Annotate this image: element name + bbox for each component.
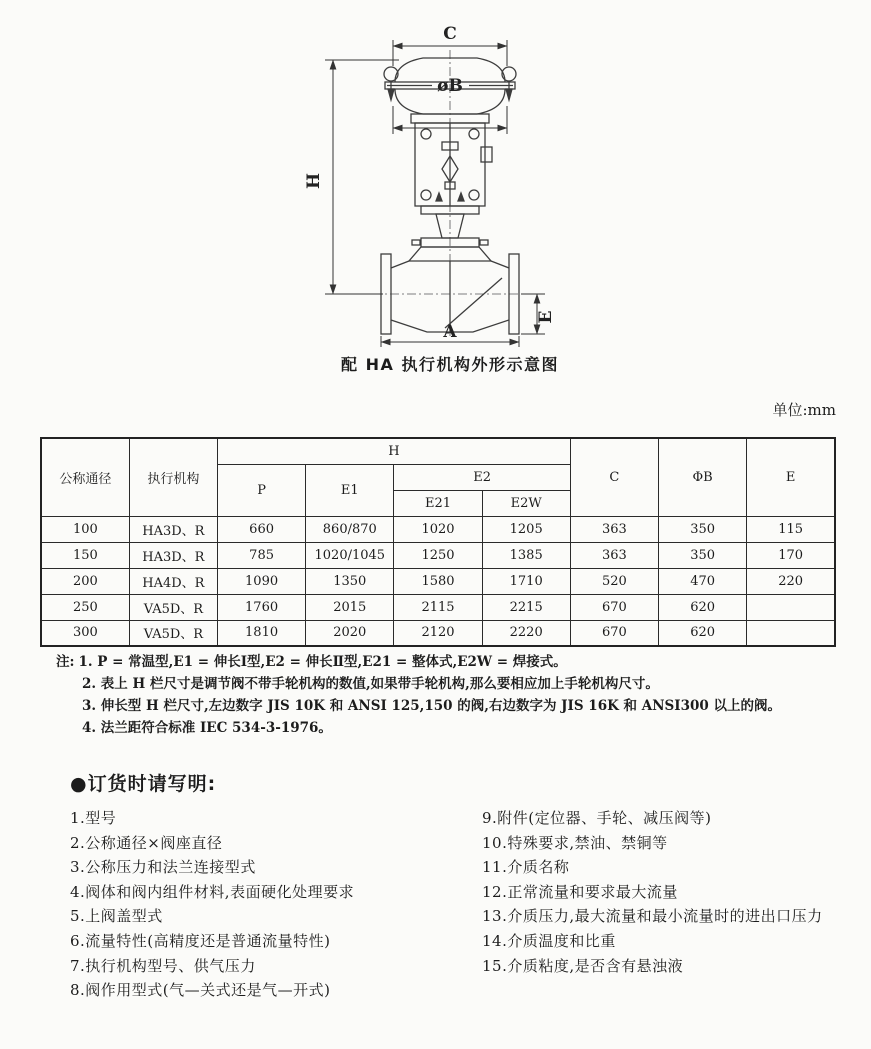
table-cell: 520 <box>570 568 658 594</box>
dim-label-a: A <box>443 322 457 342</box>
table-cell: 350 <box>659 542 747 568</box>
table-cell: 2215 <box>482 594 570 620</box>
table-cell: 1350 <box>306 568 394 594</box>
list-item: 11.介质名称 <box>482 858 570 877</box>
table-cell <box>747 620 835 646</box>
list-item: 15.介质粘度,是否含有悬浊液 <box>482 956 684 975</box>
ordering-heading: ●订货时请写明: <box>70 773 217 795</box>
dim-label-b: øB <box>437 76 463 96</box>
table-cell: 1090 <box>217 568 305 594</box>
list-item: 3.公称压力和法兰连接型式 <box>70 858 256 877</box>
list-item: 6.流量特性(高精度还是普通流量特性) <box>70 931 331 950</box>
table-cell: 1205 <box>482 516 570 542</box>
table-row <box>41 594 835 620</box>
table-cell: 150 <box>41 542 129 568</box>
table-cell: 1385 <box>482 542 570 568</box>
table-cell: 670 <box>570 594 658 620</box>
ordering-list-left <box>70 806 354 1003</box>
table-cell: 860/870 <box>306 516 394 542</box>
list-item: 12.正常流量和要求最大流量 <box>482 882 678 901</box>
table-cell: HA4D、R <box>129 568 217 594</box>
dim-label-c: C <box>443 24 457 44</box>
table-cell: 670 <box>570 620 658 646</box>
list-item: 13.介质压力,最大流量和最小流量时的进出口压力 <box>482 907 823 926</box>
table-cell: 1020 <box>394 516 482 542</box>
note-item: 3. 伸长型 H 栏尺寸,左边数字 JIS 10K 和 ANSI 125,150 的阀,右边数字为 JIS 16K 和 ANSI300 以上的阀。 <box>82 698 781 714</box>
table-cell: VA5D、R <box>129 594 217 620</box>
list-item: 1.型号 <box>70 809 117 827</box>
list-item: 14.介质温度和比重 <box>482 931 616 950</box>
table-cell: 115 <box>747 516 835 542</box>
figure-valve-diagram <box>295 16 605 375</box>
col-header-actuator: 执行机构 <box>129 438 217 516</box>
table-cell: 2020 <box>306 620 394 646</box>
table-row <box>41 516 835 542</box>
ordering-list-right <box>482 806 823 978</box>
table-cell: 363 <box>570 542 658 568</box>
table-cell: VA5D、R <box>129 620 217 646</box>
table-cell: 2220 <box>482 620 570 646</box>
note-line <box>56 651 781 673</box>
table-cell: 220 <box>747 568 835 594</box>
table-cell: 300 <box>41 620 129 646</box>
table-cell: 1710 <box>482 568 570 594</box>
table-cell: 620 <box>659 620 747 646</box>
table-cell: 350 <box>659 516 747 542</box>
col-header-e: E <box>747 438 835 516</box>
notes-prefix: 注: <box>56 654 75 670</box>
table-cell: 620 <box>659 594 747 620</box>
dim-label-e: E <box>536 310 556 324</box>
table-row <box>41 542 835 568</box>
figure-caption: 配 HA 执行机构外形示意图 <box>341 355 559 374</box>
table-cell: 1760 <box>217 594 305 620</box>
list-item: 5.上阀盖型式 <box>70 907 163 926</box>
col-header-h-group: H <box>217 438 570 464</box>
note-item: 4. 法兰距符合标准 IEC 534-3-1976。 <box>82 720 332 736</box>
col-header-p: P <box>217 464 305 516</box>
table-cell: HA3D、R <box>129 542 217 568</box>
col-header-e2w: E2W <box>482 490 570 516</box>
table-cell: 2015 <box>306 594 394 620</box>
dimension-h <box>325 60 399 294</box>
table-cell: 100 <box>41 516 129 542</box>
valve-body <box>381 238 519 334</box>
table-cell: 1250 <box>394 542 482 568</box>
table-cell: 170 <box>747 542 835 568</box>
table-cell <box>747 594 835 620</box>
table-cell: 363 <box>570 516 658 542</box>
table-cell: HA3D、R <box>129 516 217 542</box>
list-item: 10.特殊要求,禁油、禁铜等 <box>482 833 668 852</box>
table-row <box>41 568 835 594</box>
col-header-phi-b: ΦB <box>659 438 747 516</box>
list-item: 9.附件(定位器、手轮、减压阀等) <box>482 809 712 827</box>
actuator-yoke <box>411 114 492 238</box>
col-header-e21: E21 <box>394 490 482 516</box>
table-cell: 250 <box>41 594 129 620</box>
table-cell: 660 <box>217 516 305 542</box>
table-cell: 1810 <box>217 620 305 646</box>
list-item: 4.阀体和阀内组件材料,表面硬化处理要求 <box>70 882 355 901</box>
list-item: 8.阀作用型式(气—关式还是气—开式) <box>70 981 331 1000</box>
list-item: 7.执行机构型号、供气压力 <box>70 956 256 975</box>
table-cell: 470 <box>659 568 747 594</box>
table-row <box>41 620 835 646</box>
table-header-row <box>41 438 835 464</box>
dim-label-h: H <box>304 172 324 190</box>
table-cell: 1020/1045 <box>306 542 394 568</box>
table-cell: 2115 <box>394 594 482 620</box>
col-header-nominal-diameter: 公称通径 <box>41 438 129 516</box>
col-header-c: C <box>570 438 658 516</box>
note-item: 1. P = 常温型,E1 = 伸长Ⅰ型,E2 = 伸长Ⅱ型,E21 = 整体式,E2W = 焊接式。 <box>78 654 567 670</box>
table-cell: 2120 <box>394 620 482 646</box>
col-header-e2-group: E2 <box>394 464 570 490</box>
table-cell: 200 <box>41 568 129 594</box>
table-cell: 785 <box>217 542 305 568</box>
table-cell: 1580 <box>394 568 482 594</box>
col-header-e1: E1 <box>306 464 394 516</box>
note-item: 2. 表上 H 栏尺寸是调节阀不带手轮机构的数值,如果带手轮机构,那么要相应加上手轮机构尺寸。 <box>82 676 659 692</box>
notes-section <box>56 651 781 739</box>
valve-actuator-drawing <box>295 16 605 348</box>
list-item: 2.公称通径×阀座直径 <box>70 833 223 852</box>
dimension-table <box>40 437 836 647</box>
unit-label: 单位:mm <box>772 401 836 419</box>
